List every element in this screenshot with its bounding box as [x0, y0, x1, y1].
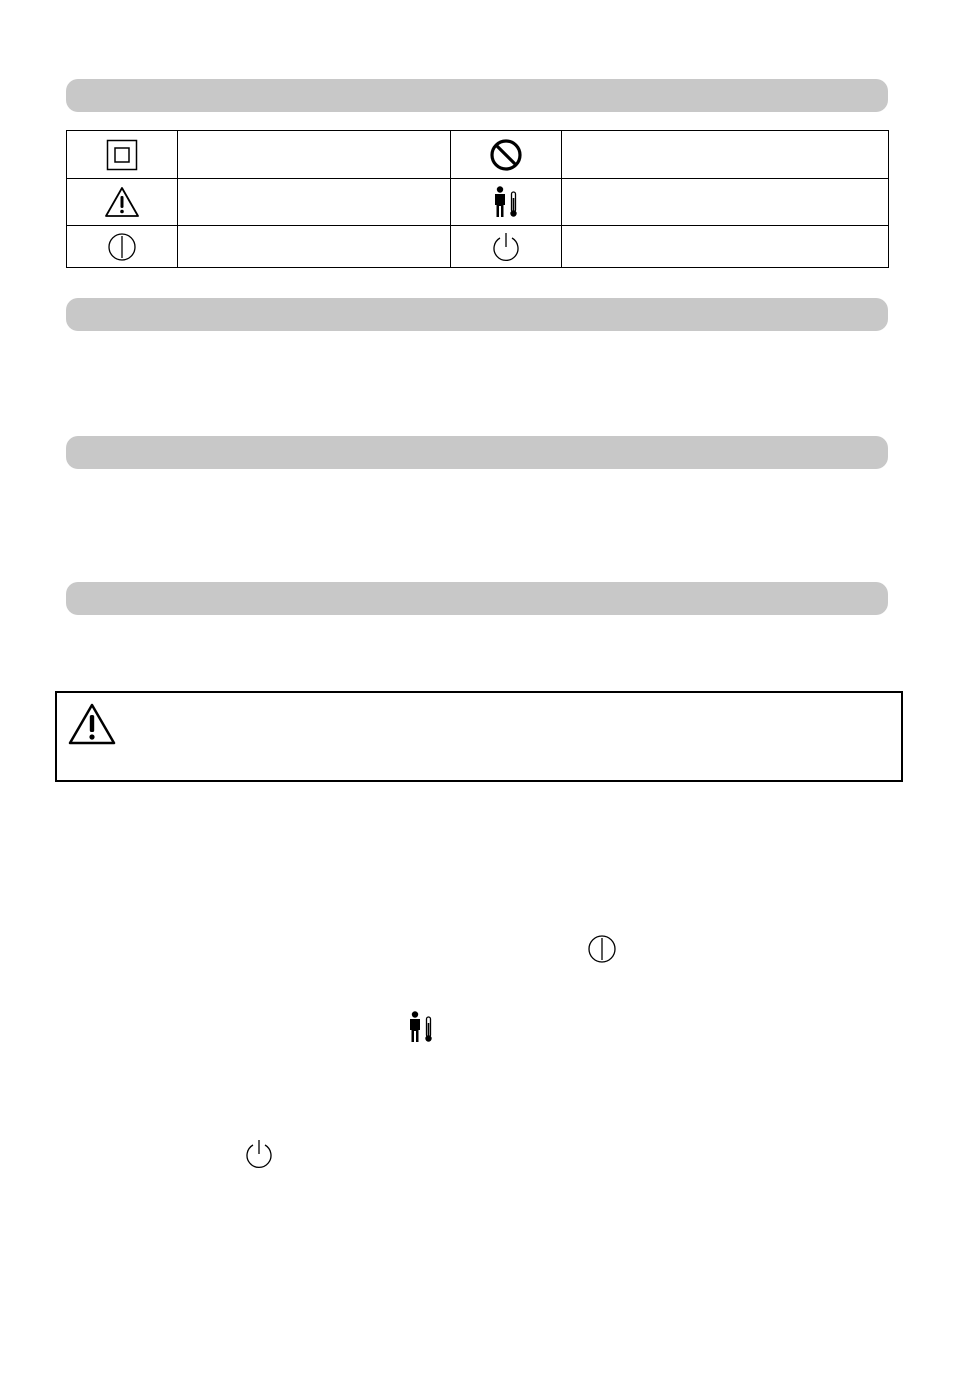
symbol-description — [178, 131, 451, 179]
section-header-bar-4 — [66, 582, 888, 615]
symbols-table — [66, 130, 889, 268]
table-row — [67, 131, 889, 179]
section-header-4 — [66, 582, 888, 598]
symbol-description — [178, 226, 451, 268]
section-header-bar-3 — [66, 436, 888, 469]
on-circle-icon — [587, 934, 617, 964]
warning-triangle-icon — [104, 186, 140, 218]
symbol-description — [562, 179, 889, 226]
person-thermometer-icon — [408, 1011, 434, 1043]
standby-power-icon — [491, 231, 521, 263]
symbol-description — [178, 179, 451, 226]
double-square-icon — [106, 139, 138, 171]
standby-power-icon — [244, 1138, 274, 1170]
table-row — [67, 226, 889, 268]
section-header-1 — [66, 79, 888, 95]
symbol-description — [562, 226, 889, 268]
person-thermometer-icon — [493, 186, 519, 218]
section-header-bar-1 — [66, 79, 888, 112]
prohibition-icon — [489, 138, 523, 172]
warning-box — [55, 691, 903, 782]
warning-triangle-icon — [67, 702, 117, 746]
table-row — [67, 179, 889, 226]
on-circle-icon — [107, 232, 137, 262]
section-header-bar-2 — [66, 298, 888, 331]
section-header-2 — [66, 298, 888, 314]
symbol-description — [562, 131, 889, 179]
section-header-3 — [66, 436, 888, 452]
